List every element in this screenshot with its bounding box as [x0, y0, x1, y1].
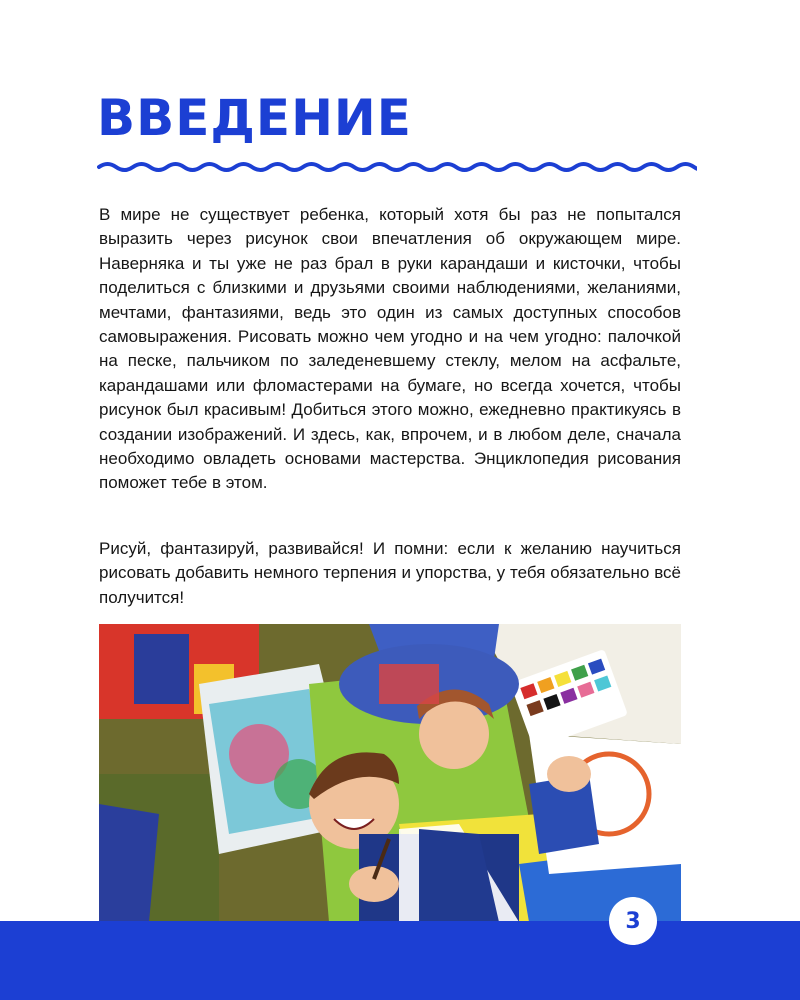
- page-number: 3: [609, 897, 657, 945]
- encouragement-paragraph: Рисуй, фантазируй, развивайся! И помни: если к желанию научиться рисовать добавить немного терпения и упорства, у тебя обязательно всё получится!: [99, 539, 681, 607]
- wave-divider: [97, 157, 697, 177]
- page-title: ВВЕДЕНИЕ: [97, 89, 412, 147]
- intro-paragraph: В мире не существует ребенка, который хотя бы раз не попытался выразить через рисунок свои впечатления об окружающем мире. Наверняка и ты уже не раз брал в руки карандаши и кисточки, чтобы поделиться с близкими и друзьями своими наблюдениями, желаниями, мечтами, фантазиями, ведь это один из самых доступных способов самовыражения. Рисовать можно чем угодно и на чем угодно: палочкой на песке, пальчиком по заледеневшему стеклу, мелом на асфальте, карандашами или фломастерами на бумаге, но всегда хочется, чтобы рисунок был красивым! Добиться этого можно, ежедневно практикуясь в создании изображений. И здесь, как, впрочем, и в любом деле, сначала необходимо овладеть основами мастерства. Энциклопедия рисования поможет тебе в этом.: [99, 205, 681, 493]
- footer-band: [0, 921, 800, 1000]
- children-drawing-photo: [99, 624, 681, 922]
